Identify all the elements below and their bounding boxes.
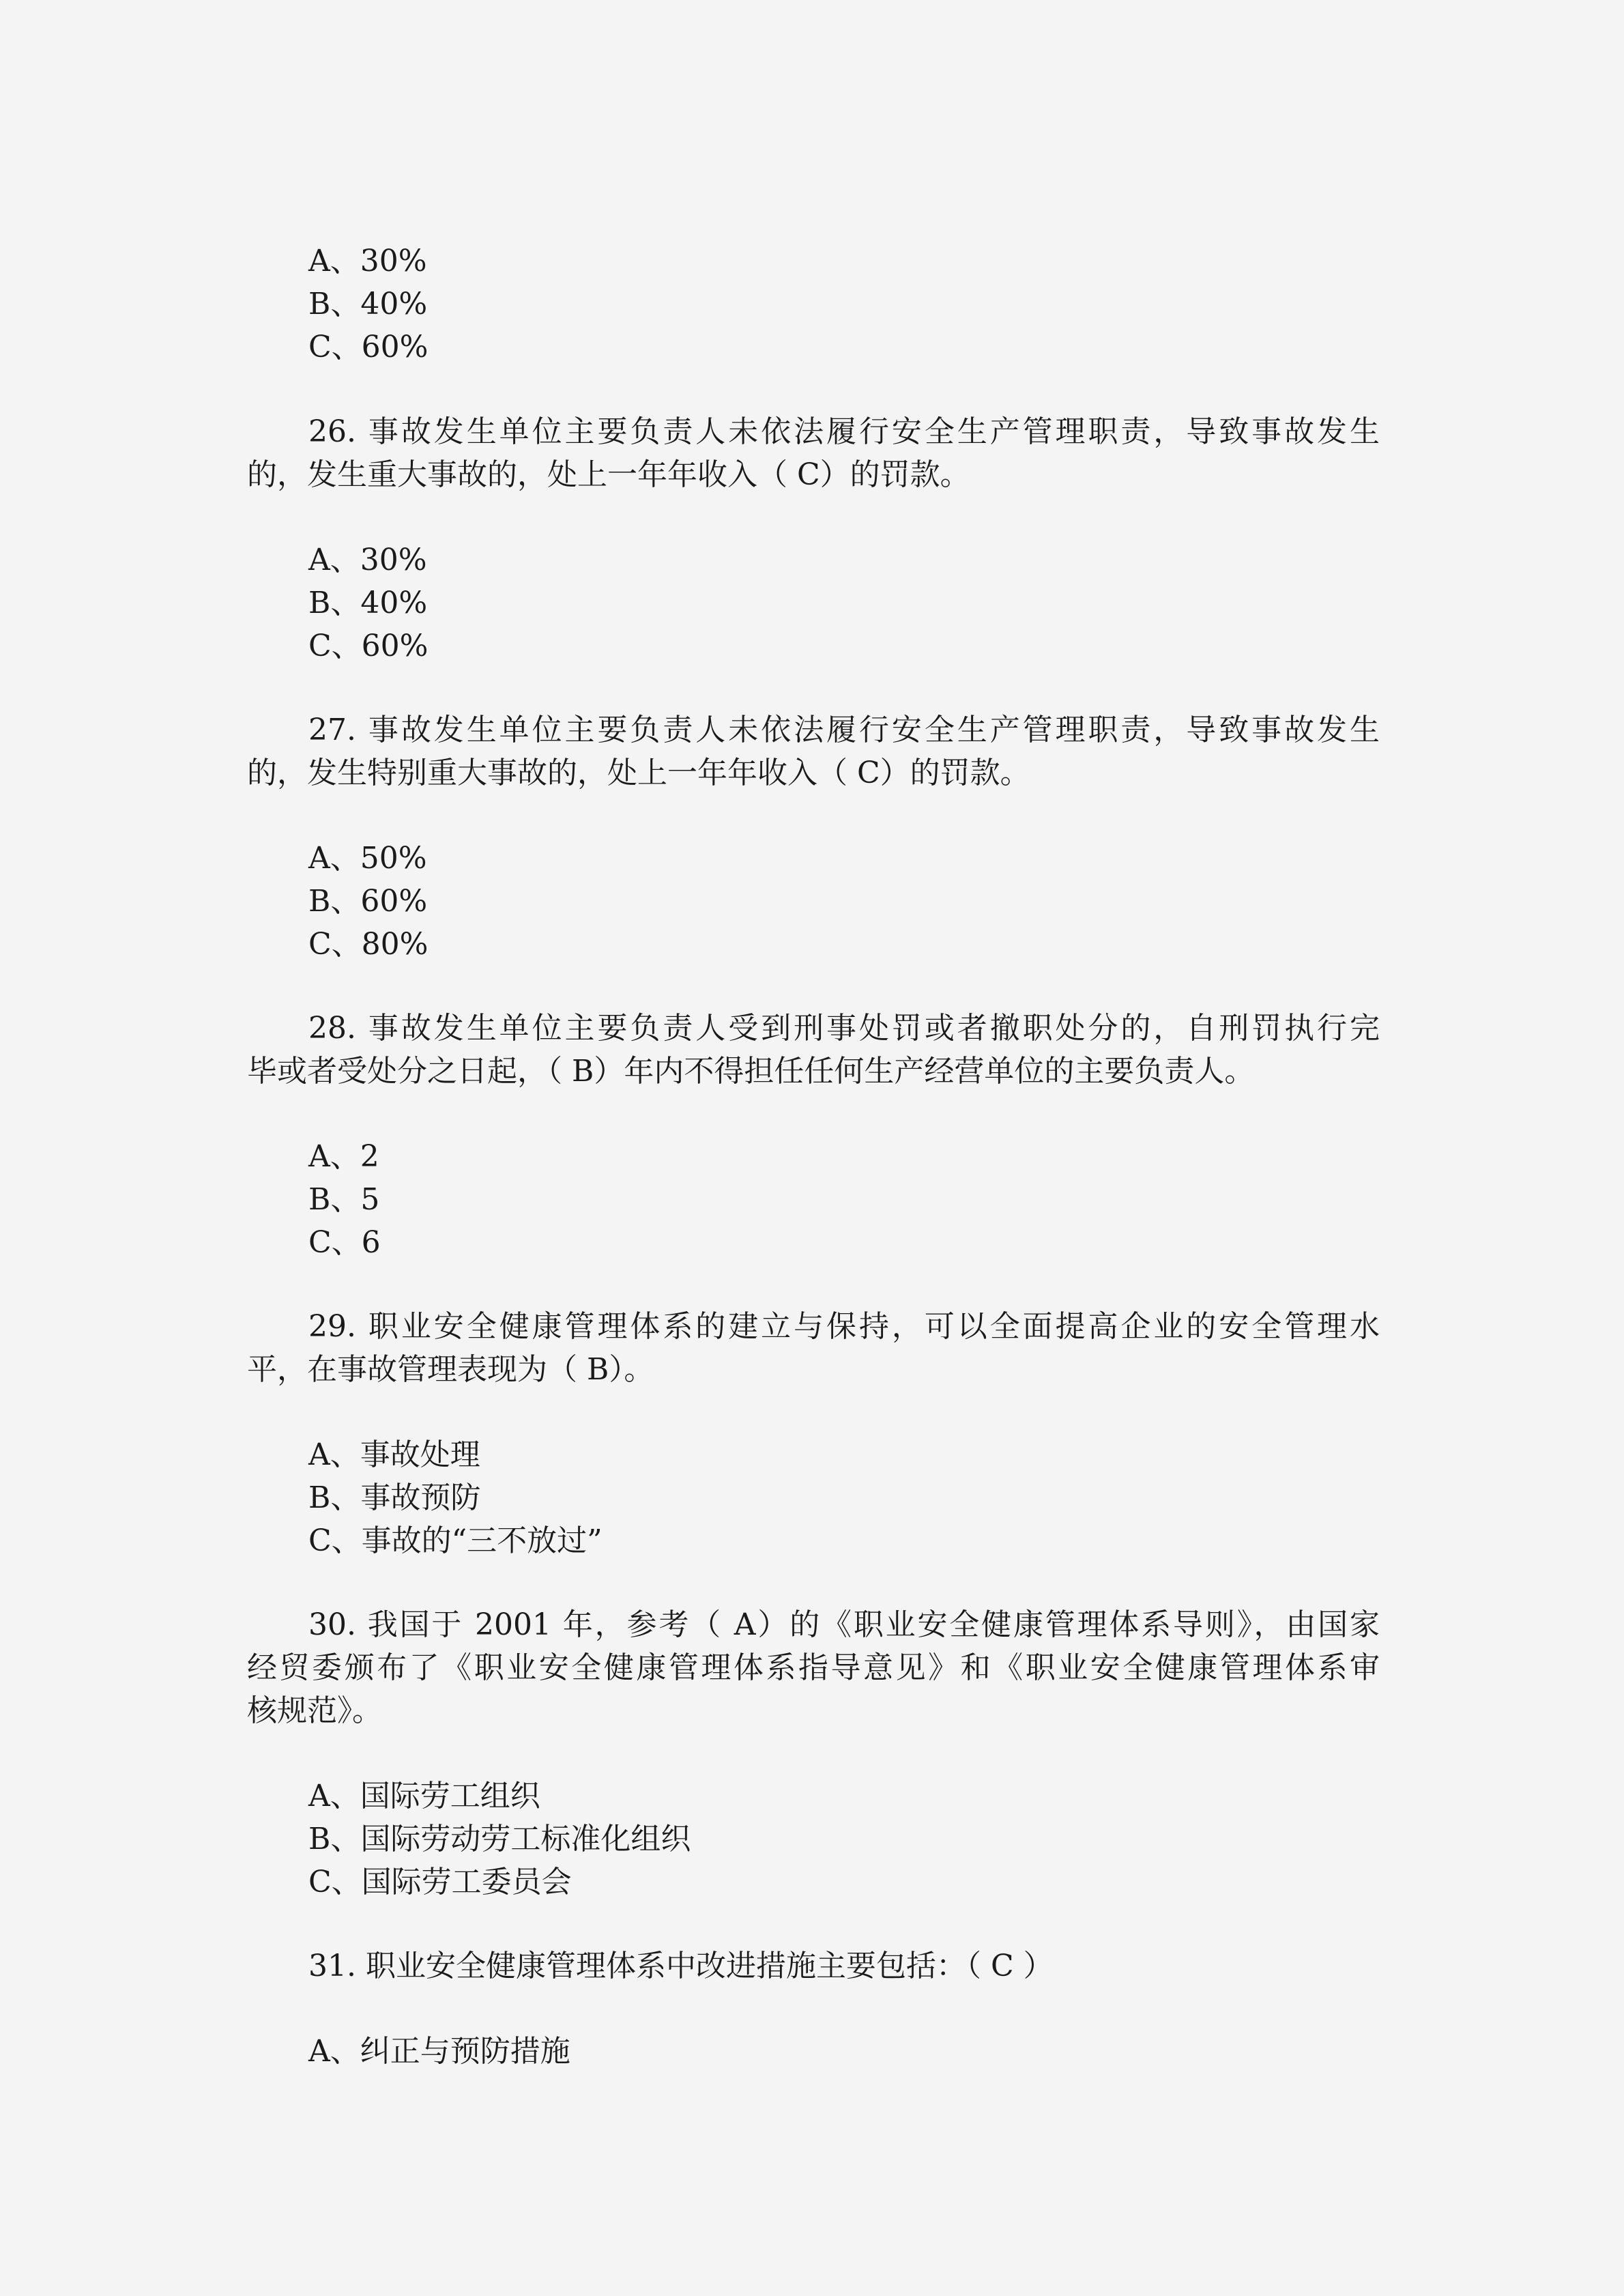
question-27-option-a: A、50%: [308, 841, 427, 876]
question-26-option-c: C、60%: [308, 629, 429, 663]
question-29-option-a: A、事故处理: [308, 1437, 480, 1472]
question-28-line-1: 28. 事故发生单位主要负责人受到刑事处罚或者撤职处分的，自刑罚执行完: [308, 1011, 1380, 1046]
question-26-line-1: 26. 事故发生单位主要负责人未依法履行安全生产管理职责，导致事故发生: [308, 414, 1380, 449]
option-a: A、30%: [308, 244, 427, 278]
question-30-line-2: 经贸委颁布了《职业安全健康管理体系指导意见》和《职业安全健康管理体系审: [247, 1650, 1380, 1685]
question-27-line-1: 27. 事故发生单位主要负责人未依法履行安全生产管理职责，导致事故发生: [308, 713, 1380, 747]
question-30-option-c: C、国际劳工委员会: [308, 1865, 572, 1899]
question-28-option-c: C、6: [308, 1225, 381, 1260]
question-29-line-1: 29. 职业安全健康管理体系的建立与保持，可以全面提高企业的安全管理水: [308, 1309, 1380, 1344]
question-27-option-c: C、80%: [308, 927, 429, 962]
question-28-option-b: B、5: [308, 1182, 380, 1217]
question-31-option-a: A、纠正与预防措施: [308, 2034, 570, 2069]
option-c: C、60%: [308, 330, 429, 364]
question-26-option-a: A、30%: [308, 543, 427, 577]
question-29-option-c: C、事故的“三不放过”: [308, 1523, 603, 1558]
question-26-option-b: B、40%: [308, 586, 428, 620]
question-31-line-1: 31. 职业安全健康管理体系中改进措施主要包括：（ C ）: [308, 1949, 1054, 1983]
question-28-line-2: 毕或者受处分之日起，（ B）年内不得担任任何生产经营单位的主要负责人。: [247, 1054, 1255, 1089]
question-27-option-b: B、60%: [308, 884, 428, 919]
question-29-line-2: 平，在事故管理表现为（ B）。: [247, 1352, 654, 1387]
question-30-line-3: 核规范》。: [247, 1693, 382, 1728]
question-26-line-2: 的，发生重大事故的，处上一年年收入（ C）的罚款。: [247, 457, 970, 492]
question-30-option-b: B、国际劳动劳工标准化组织: [308, 1822, 691, 1856]
question-27-line-2: 的，发生特别重大事故的，处上一年年收入（ C）的罚款。: [247, 756, 1030, 790]
question-30-option-a: A、国际劳工组织: [308, 1779, 540, 1813]
question-28-option-a: A、2: [308, 1139, 379, 1174]
question-29-option-b: B、事故预防: [308, 1480, 481, 1515]
question-30-line-1: 30. 我国于 2001 年，参考（ A）的《职业安全健康管理体系导则》，由国家: [308, 1607, 1380, 1642]
option-b: B、40%: [308, 287, 428, 321]
